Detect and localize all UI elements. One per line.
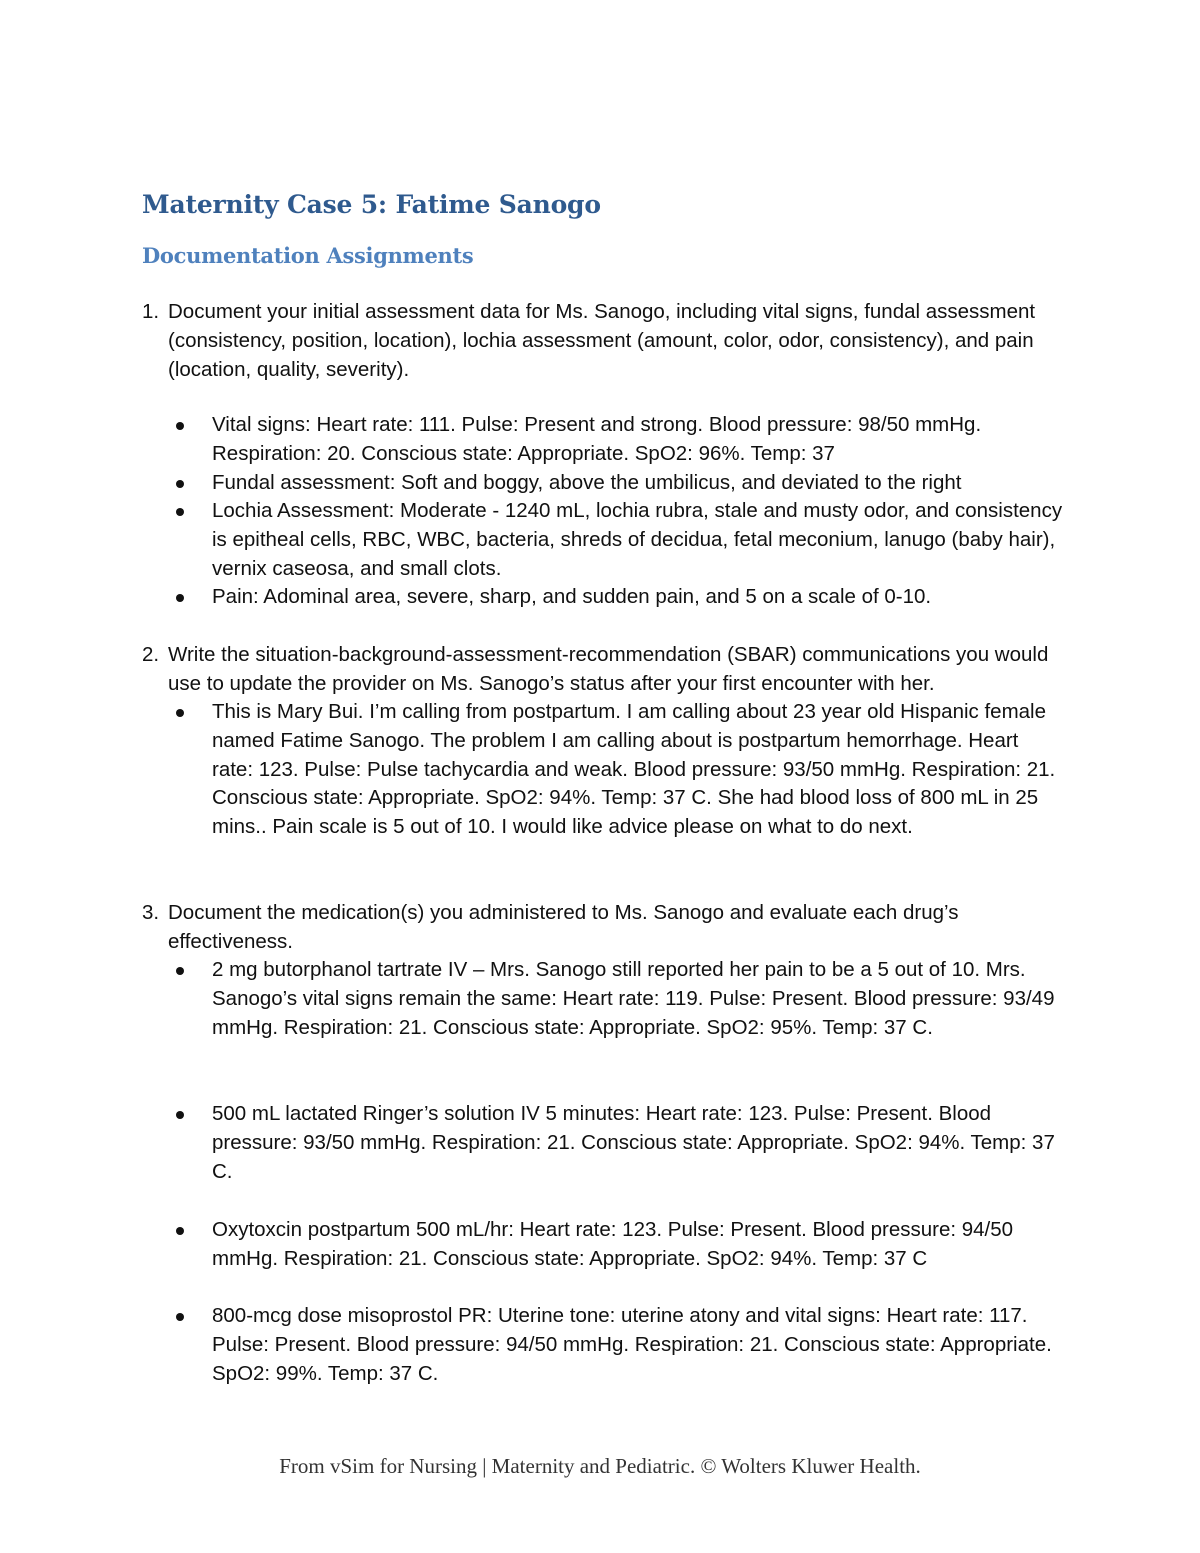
bullet-icon [176, 967, 184, 975]
question-text: Document your initial assessment data for Ms. Sanogo, including vital signs, fundal assessment (consistency, position, location), lochia assessment (amount, color, odor, consistency), and pain (location, quality, severity). [168, 300, 1036, 381]
list-item [170, 1100, 1065, 1186]
bullet-text: 2 mg butorphanol tartrate IV – Mrs. Sanogo still reported her pain to be a 5 out of 10. Mrs. Sanogo’s vital signs remain the same: Heart rate: 119. Pulse: Present. Blood pressure: 93/49 mmHg. Respiration: 21. Conscious state: Appropriate. SpO2: 95%. Temp: 37 C. [212, 958, 1055, 1039]
bullet-text: Lochia Assessment: Moderate - 1240 mL, lochia rubra, stale and musty odor, and consistency is epitheal cells, RBC, WBC, bacteria, shreds of decidua, fetal meconium, lanugo (baby hair), vernix caseosa, and small clots. [212, 499, 1063, 580]
bullet-icon [176, 594, 184, 602]
bullet-icon [176, 1111, 184, 1119]
bullet-text: This is Mary Bui. I’m calling from postpartum. I am calling about 23 year old Hispanic female named Fatime Sanogo. The problem I am calling about is postpartum hemorrhage. Heart rate: 123. Pulse: Pulse tachycardia and weak. Blood pressure: 93/50 mmHg. Respiration: 21. Conscious state: Appropriate. SpO2: 94%. Temp: 37 C. She had blood loss of 800 mL in 25 mins.. Pain scale is 5 out of 10. I would like advice please on what to do next. [212, 700, 1056, 839]
list-item [170, 1302, 1065, 1388]
list-item [170, 698, 1065, 842]
list-item [170, 411, 1065, 469]
page-title: Maternity Case 5: Fatime Sanogo [142, 190, 601, 219]
list-item [170, 583, 1065, 612]
question-number: 3. [142, 901, 160, 924]
list-item [170, 469, 1065, 498]
question-text: Document the medication(s) you administered to Ms. Sanogo and evaluate each drug’s effectiveness. [168, 901, 959, 953]
question-1 [142, 298, 1062, 384]
bullet-icon [176, 1313, 184, 1321]
bullet-text: Fundal assessment: Soft and boggy, above the umbilicus, and deviated to the right [212, 471, 962, 494]
bullet-icon [176, 422, 184, 430]
list-item [170, 1216, 1065, 1274]
question-3 [142, 899, 1062, 957]
question-number: 1. [142, 300, 160, 323]
bullet-text: Pain: Adominal area, severe, sharp, and sudden pain, and 5 on a scale of 0-10. [212, 585, 932, 608]
list-item [170, 497, 1065, 583]
bullet-icon [176, 508, 184, 516]
section-subtitle: Documentation Assignments [142, 243, 474, 268]
bullet-icon [176, 480, 184, 488]
bullet-icon [176, 709, 184, 717]
bullet-text: Oxytoxcin postpartum 500 mL/hr: Heart rate: 123. Pulse: Present. Blood pressure: 94/50 mmHg. Respiration: 21. Conscious state: Appropriate. SpO2: 94%. Temp: 37 C [212, 1218, 1014, 1270]
question-text: Write the situation-background-assessment-recommendation (SBAR) communications you would use to update the provider on Ms. Sanogo’s status after your first encounter with her. [168, 643, 1049, 695]
question-2 [142, 641, 1062, 699]
bullet-text: 500 mL lactated Ringer’s solution IV 5 minutes: Heart rate: 123. Pulse: Present. Blood pressure: 93/50 mmHg. Respiration: 21. Conscious state: Appropriate. SpO2: 94%. Temp: 37 C. [212, 1102, 1055, 1183]
question-number: 2. [142, 643, 160, 666]
bullet-icon [176, 1227, 184, 1235]
page-footer: From vSim for Nursing | Maternity and Pediatric. © Wolters Kluwer Health. [279, 1454, 921, 1478]
bullet-text: Vital signs: Heart rate: 111. Pulse: Present and strong. Blood pressure: 98/50 mmHg. Respiration: 20. Conscious state: Appropriate. SpO2: 96%. Temp: 37 [212, 413, 982, 465]
bullet-text: 800-mcg dose misoprostol PR: Uterine tone: uterine atony and vital signs: Heart rate: 117. Pulse: Present. Blood pressure: 94/50 mmHg. Respiration: 21. Conscious state: Appropriate. SpO2: 99%. Temp: 37 C. [212, 1304, 1052, 1385]
list-item [170, 956, 1065, 1042]
